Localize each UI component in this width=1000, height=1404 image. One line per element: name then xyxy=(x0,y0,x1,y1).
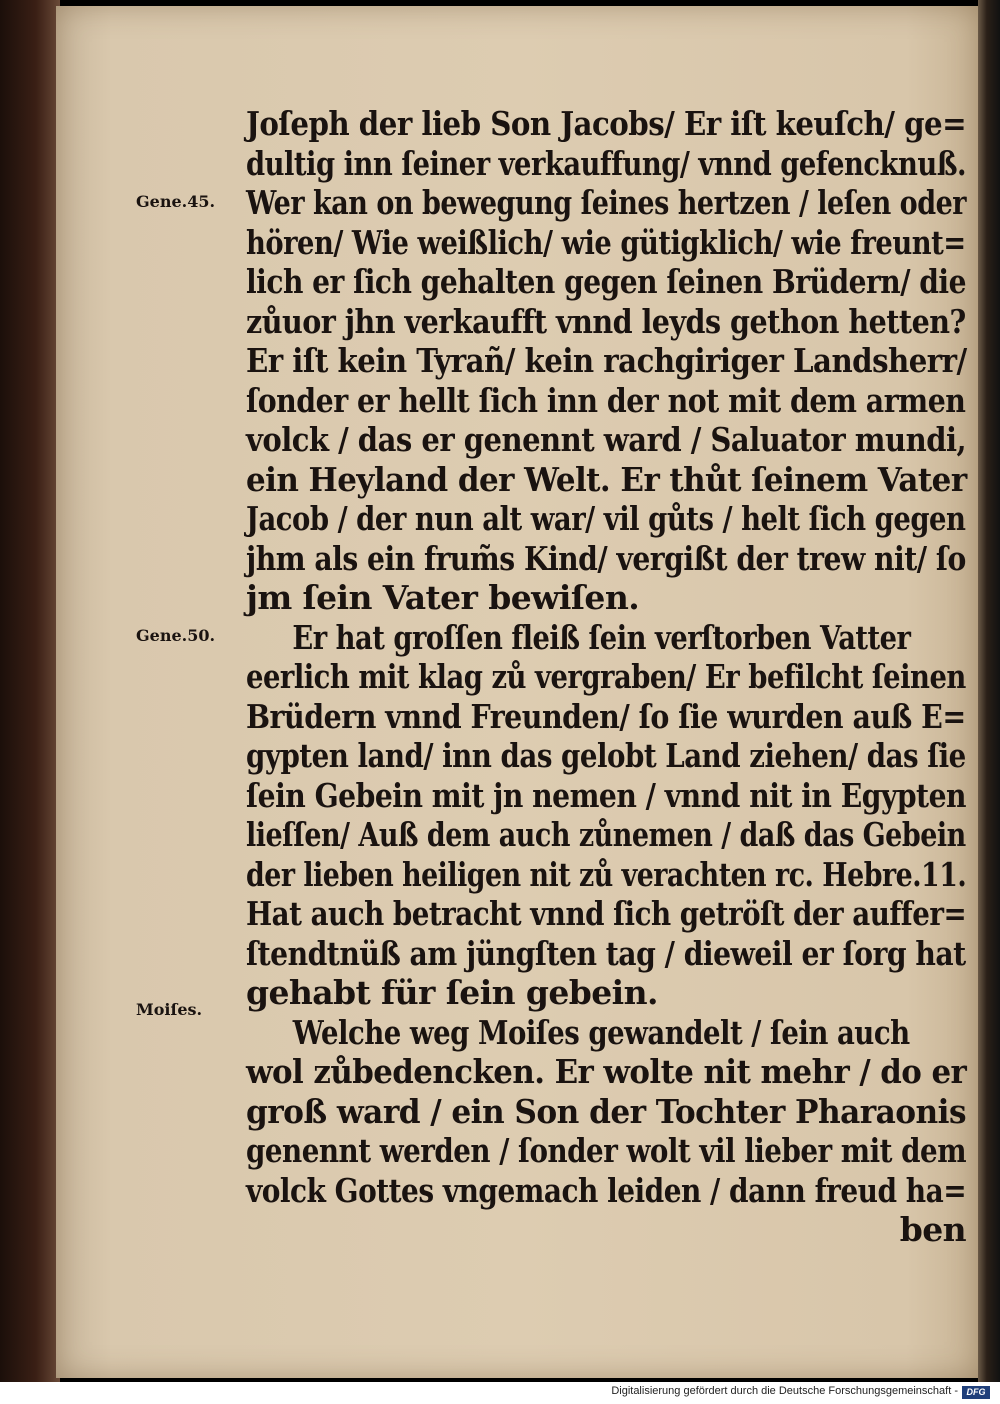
text-line: zůuor jhn verkaufft vnnd leyds gethon hetten? xyxy=(246,301,966,341)
margin-note-gene-50: Gene.50. xyxy=(136,626,216,645)
text-line: gehabt für ſein gebein. xyxy=(246,973,658,1012)
text-line: ſein Gebein mit jn nemen / vnnd nit in Egypten xyxy=(246,775,967,815)
spine-shadow xyxy=(0,0,60,1382)
text-line: dultig inn ſeiner verkauffung/ vnnd gefencknuß. xyxy=(246,143,967,183)
dfg-logo: DFG xyxy=(962,1386,990,1399)
text-line: ein Heyland der Welt. Er thůt ſeinem Vater xyxy=(246,459,967,499)
text-line: ſtendtnüß am jüngſten tag / dieweil er ſorg hat xyxy=(246,933,966,973)
funding-notice: Digitalisierung gefördert durch die Deutsche Forschungsgemeinschaft - xyxy=(611,1385,958,1397)
text-line: Er iſt kein Tyrañ/ kein rachgiriger Landsherr/ xyxy=(246,341,967,380)
text-line: jm ſein Vater bewiſen. xyxy=(246,578,640,617)
text-line: volck Gottes vngemach leiden / dann freud ha= xyxy=(246,1170,967,1210)
text-line: der lieben heiligen nit zů verachten rc. Hebre.11. xyxy=(246,854,967,894)
text-line: eerlich mit klag zů vergraben/ Er befilcht ſeinen xyxy=(246,657,966,696)
text-line: Welche weg Moiſes gewandelt / ſein auch xyxy=(292,1012,910,1052)
footer-bar xyxy=(0,1382,1000,1404)
text-line: volck / das er genennt ward / Saluator mundi, xyxy=(246,420,967,459)
text-line: lieſſen/ Auß dem auch zůnemen / daß das Gebein xyxy=(246,815,966,854)
text-line: Joſeph der lieb Son Jacobs/ Er iſt keuſch/ ge= xyxy=(246,104,967,143)
text-line: wol zůbedencken. Er wolte nit mehr / do er xyxy=(246,1052,967,1091)
margin-note-gene-45: Gene.45. xyxy=(136,192,216,211)
main-text-block xyxy=(246,104,966,1250)
text-line: hören/ Wie weißlich/ wie gütigklich/ wie freunt= xyxy=(246,222,966,262)
text-line: jhm als ein frum̃s Kind/ vergißt der trew nit/ ſo xyxy=(246,538,966,578)
text-line: genennt werden / ſonder wolt vil lieber mit dem xyxy=(246,1131,967,1170)
text-line: lich er ſich gehalten gegen ſeinen Brüdern/ die xyxy=(246,262,966,301)
text-line: ſonder er hellt ſich inn der not mit dem armen xyxy=(246,380,966,420)
text-line: Er hat groſſen fleiß ſein verſtorben Vatter xyxy=(292,617,911,657)
text-line: Brüdern vnnd Freunden/ ſo ſie wurden auß E= xyxy=(246,696,966,736)
margin-note-moises: Moiſes. xyxy=(136,1000,203,1019)
text-line: Wer kan on bewegung ſeines hertzen / leſen oder xyxy=(246,183,967,222)
text-line: gypten land/ inn das gelobt Land ziehen/ das ſie xyxy=(246,736,966,775)
page-edge xyxy=(978,0,1000,1382)
text-line: Hat auch betracht vnnd ſich getröſt der auffer= xyxy=(246,894,967,933)
text-line: groß ward / ein Son der Tochter Pharaonis xyxy=(246,1091,966,1131)
text-line: Jacob / der nun alt war/ vil gůts / helt ſich gegen xyxy=(246,499,966,538)
catchword: ben xyxy=(899,1210,966,1249)
